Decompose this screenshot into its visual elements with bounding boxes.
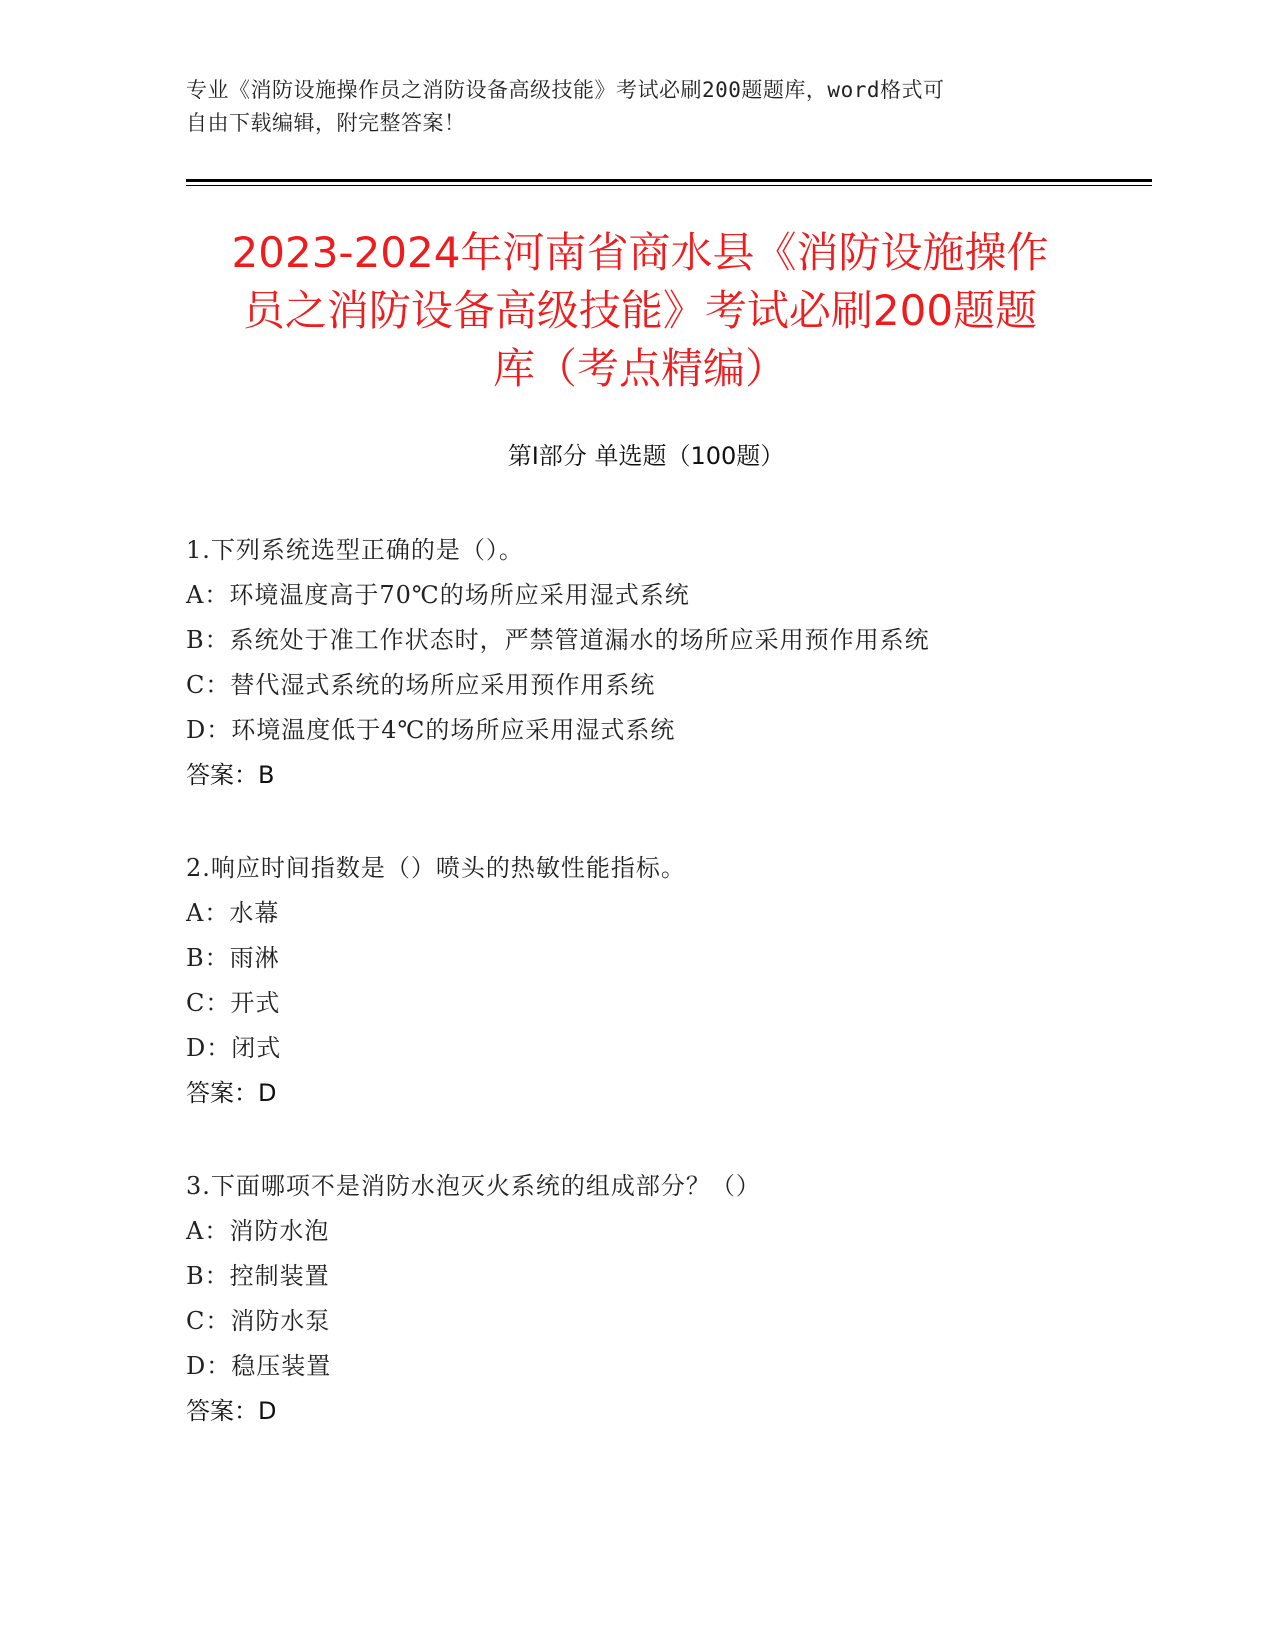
- document-title: [180, 224, 1100, 398]
- option-a: A：消防水泡: [186, 1217, 330, 1245]
- title-line: 2023-2024年河南省商水县《消防设施操作: [231, 228, 1049, 277]
- question-item: [186, 846, 1106, 1116]
- section-heading: 第Ⅰ部分 单选题（100题）: [507, 442, 785, 470]
- option-c: C：消防水泵: [186, 1307, 331, 1335]
- header-divider-thick: [186, 179, 1152, 182]
- option-b: B：雨淋: [186, 944, 280, 972]
- question-item: [186, 1164, 1106, 1434]
- title-line: 库（考点精编）: [492, 344, 787, 393]
- header-divider-thin: [186, 185, 1152, 186]
- question-stem: 2.响应时间指数是（）喷头的热敏性能指标。: [186, 854, 686, 882]
- answer: 答案：D: [186, 1397, 277, 1425]
- option-a: A：环境温度高于70℃的场所应采用湿式系统: [186, 581, 690, 609]
- option-d: D：环境温度低于4℃的场所应采用湿式系统: [186, 716, 676, 744]
- option-d: D：闭式: [186, 1034, 282, 1062]
- header-note-line: 专业《消防设施操作员之消防设备高级技能》考试必刷200题题库，word格式可: [186, 78, 945, 102]
- option-a: A：水幕: [186, 899, 280, 927]
- answer: 答案：D: [186, 1079, 277, 1107]
- title-line: 员之消防设备高级技能》考试必刷200题题: [242, 286, 1038, 335]
- question-stem: 3.下面哪项不是消防水泡灭火系统的组成部分？（）: [186, 1172, 761, 1200]
- option-c: C：替代湿式系统的场所应采用预作用系统: [186, 671, 656, 699]
- option-c: C：开式: [186, 989, 281, 1017]
- question-item: [186, 528, 1106, 798]
- header-note-line: 自由下载编辑，附完整答案！: [186, 111, 466, 135]
- question-list: [186, 528, 1106, 1482]
- answer: 答案：B: [186, 761, 275, 789]
- header-note: [186, 74, 1066, 140]
- question-stem: 1.下列系统选型正确的是（）。: [186, 536, 524, 564]
- option-d: D：稳压装置: [186, 1352, 332, 1380]
- option-b: B：控制装置: [186, 1262, 330, 1290]
- option-b: B：系统处于准工作状态时，严禁管道漏水的场所应采用预作用系统: [186, 626, 930, 654]
